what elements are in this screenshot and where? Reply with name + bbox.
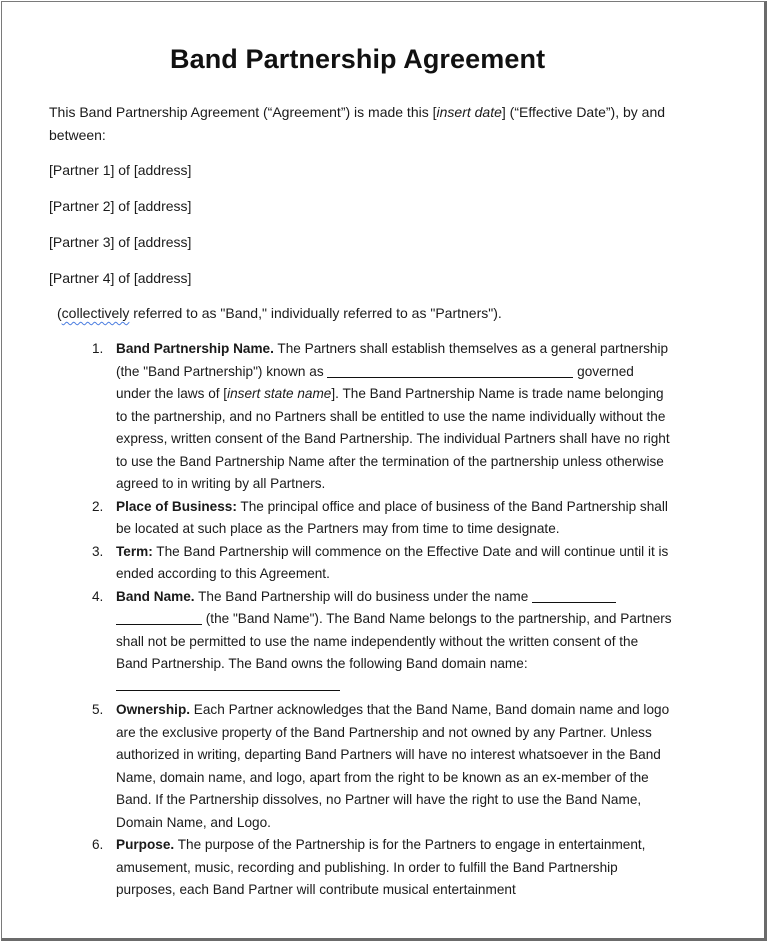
list-item-body: [116, 699, 672, 834]
section-heading: Ownership.: [116, 702, 191, 717]
sections-list: [92, 338, 672, 902]
section-heading: Band Partnership Name.: [116, 341, 274, 356]
state-placeholder: insert state name: [227, 386, 332, 401]
section-heading: Purpose.: [116, 837, 175, 852]
section-text: The Band Partnership will do business under the name: [194, 588, 533, 604]
section-text: The Band Partnership will commence on the Effective Date and will continue until it is ended according to this Agreement.: [116, 543, 669, 581]
blank-line: [116, 610, 202, 625]
document-page: [1, 1, 767, 941]
list-item-body: [116, 541, 672, 586]
blank-line: [327, 363, 573, 378]
date-placeholder: insert date: [436, 104, 502, 120]
list-item: [92, 541, 672, 586]
list-item: [92, 699, 672, 834]
section-text: The principal office and place of business of the Band Partnership shall be located at such place as the Partners may from time to time designate.: [116, 498, 668, 536]
domain-blank-line: [116, 690, 340, 691]
document-title: Band Partnership Agreement: [170, 44, 546, 74]
intro-paragraph: [49, 101, 709, 146]
section-text: ]. The Band Partnership Name is trade name belonging to the partnership, and no Partners shall be entitled to use the name individually without the express, written consent of the Band Partnership. The individual Partners shall have no right to use the Band Partnership Name after the termination of the partnership unless otherwise agreed to in writing by all Partners.: [116, 386, 670, 491]
list-number: 3.: [92, 543, 104, 559]
intro-text-start: This Band Partnership Agreement (“Agreement”) is made this [: [49, 104, 437, 120]
section-text: The Partners shall establish themselves as a general partnership (the "Band Partnership") known as: [116, 341, 669, 379]
section-heading: Place of Business:: [116, 498, 237, 514]
intro-text-end: ] (“Effective Date”), by and between:: [49, 104, 666, 143]
blank-line: [532, 588, 616, 603]
section-heading: Band Name.: [116, 588, 195, 604]
section-text: Each Partner acknowledges that the Band Name, Band domain name and logo are the exclusive property of the Band Partnership and not owned by any Partner. Unless authorized in writing, departing Band Partners will have no interest whatsoever in the Band Name, domain name, and logo, apart from the right to be known as an ex-member of the Band. If the Partnership dissolves, no Partner will have the right to use the Band Name, Domain Name, and Logo.: [116, 702, 670, 830]
partner-line-2: [Partner 2] of [address]: [49, 198, 192, 214]
list-item: [92, 496, 672, 541]
list-number: 4.: [92, 588, 104, 604]
partner-line-1: [Partner 1] of [address]: [49, 162, 192, 178]
spacer: [116, 676, 672, 699]
section-text: The purpose of the Partnership is for the Partners to engage in entertainment, amusement, music, recording and publishing. In order to fulfill the Band Partnership purposes, each Band Partner will contribute musical entertainment: [116, 837, 646, 897]
collective-open: (: [57, 305, 62, 321]
collective-note: [57, 302, 502, 325]
collective-rest: referred to as "Band," individually referred to as "Partners").: [129, 305, 502, 321]
section-text: (the "Band Name"). The Band Name belongs to the partnership, and Partners shall not be permitted to use the name independently without the written consent of the Band Partnership. The Band owns the following Band domain name:: [116, 611, 672, 671]
section-text: governed under the laws of [: [116, 363, 634, 401]
list-item: [92, 586, 672, 700]
list-item-body: [116, 586, 672, 700]
list-item: [92, 834, 672, 902]
list-item-body: [116, 338, 672, 496]
list-number: 6.: [92, 837, 104, 852]
spellcheck-word: collectively: [61, 305, 130, 321]
list-item-body: [116, 496, 672, 541]
section-heading: Term:: [116, 543, 153, 559]
list-item: [92, 338, 672, 496]
list-number: 2.: [92, 498, 104, 514]
partner-line-4: [Partner 4] of [address]: [49, 270, 192, 286]
list-number: 1.: [92, 341, 104, 356]
list-item-body: [116, 834, 672, 902]
partner-line-3: [Partner 3] of [address]: [49, 234, 192, 250]
list-number: 5.: [92, 702, 104, 717]
